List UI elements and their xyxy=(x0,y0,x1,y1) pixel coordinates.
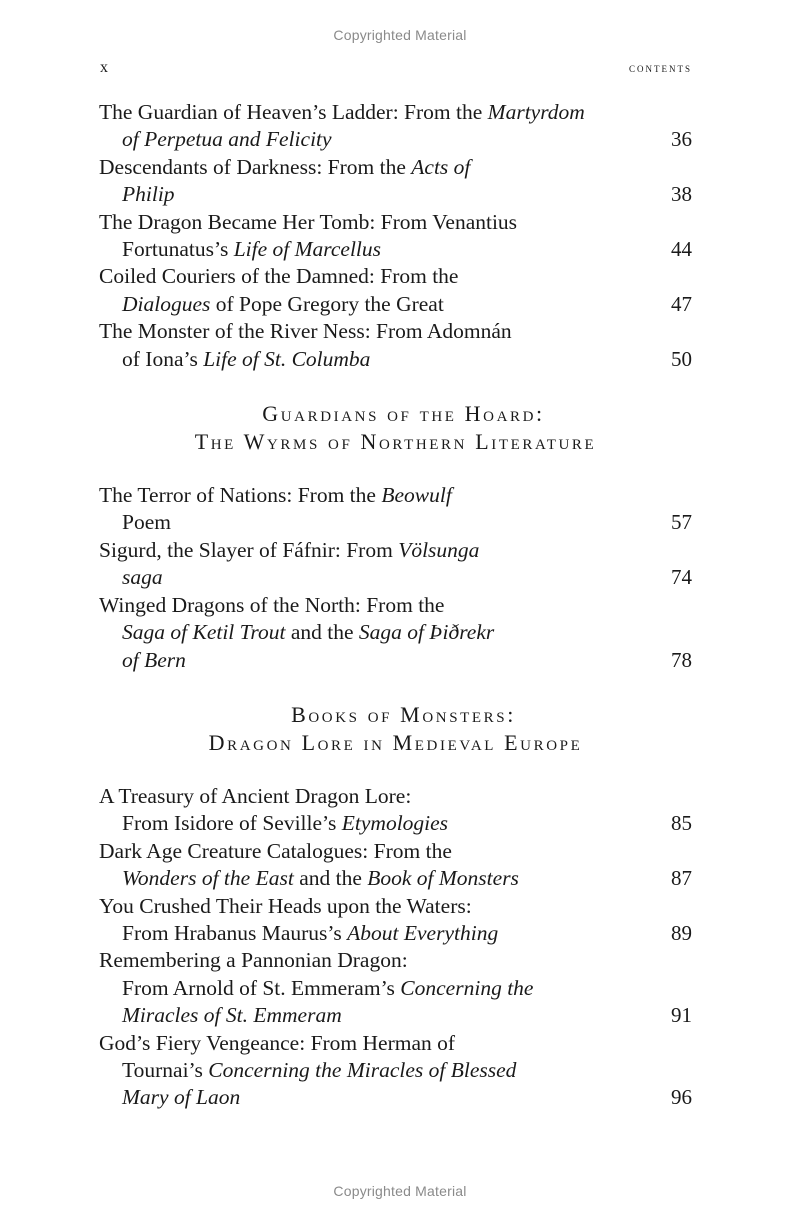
toc-entry-line xyxy=(99,263,644,290)
toc-entry-line xyxy=(99,99,644,126)
running-head xyxy=(100,59,692,79)
toc-entry-line xyxy=(99,619,644,646)
toc-entry-line xyxy=(99,975,644,1002)
title-italic: saga xyxy=(122,565,163,590)
toc-page-number: 91 xyxy=(671,1003,692,1028)
title-italic: Miracles of St. Emmeram xyxy=(122,1003,342,1028)
section-title: Books of Monsters: xyxy=(291,701,516,727)
toc-page-number: 78 xyxy=(671,647,692,672)
copyright-watermark-top: Copyrighted Material xyxy=(333,27,467,43)
title-text: Descendants of Darkness: From the xyxy=(99,154,412,179)
toc-page-number: 57 xyxy=(671,510,692,535)
toc-entry-line xyxy=(99,1057,644,1084)
title-italic: Concerning the Miracles of Blessed xyxy=(208,1057,517,1082)
toc-entry xyxy=(99,893,692,948)
toc-entry xyxy=(99,947,692,1029)
toc-entry-line xyxy=(99,509,644,536)
toc-entry-line xyxy=(99,838,644,865)
title-italic: About Everything xyxy=(347,920,499,945)
section-subtitle: The Wyrms of Northern Literature xyxy=(194,429,597,455)
toc-entry-line xyxy=(99,592,644,619)
toc-entry-line xyxy=(99,1002,644,1029)
toc-entry xyxy=(99,154,692,209)
title-text: The Guardian of Heaven’s Ladder: From the xyxy=(99,100,488,124)
toc-entry-line xyxy=(99,865,644,892)
toc-entry-line xyxy=(99,783,644,810)
toc-entry-line xyxy=(99,920,644,947)
running-title: contents xyxy=(629,60,692,75)
title-italic: of Bern xyxy=(122,647,186,672)
toc-page-number: 74 xyxy=(671,565,692,590)
title-text: Remembering a Pannonian Dragon: xyxy=(99,948,408,973)
title-italic: of Perpetua and Felicity xyxy=(122,127,332,152)
toc-entry-line xyxy=(99,154,644,181)
title-text: of Pope Gregory the Great xyxy=(210,291,444,316)
title-text: From Arnold of St. Emmeram’s xyxy=(122,975,401,1000)
title-italic: Etymologies xyxy=(341,811,449,836)
toc-entry-line xyxy=(99,236,644,263)
title-text: You Crushed Their Heads upon the Waters: xyxy=(99,893,472,918)
title-text: A Treasury of Ancient Dragon Lore: xyxy=(99,783,412,808)
title-italic: Acts of xyxy=(411,154,471,179)
toc-group xyxy=(99,99,692,373)
title-text: Tournai’s xyxy=(122,1057,209,1082)
toc-page-number: 89 xyxy=(671,920,692,945)
toc-group xyxy=(99,783,692,1112)
section-subtitle: Dragon Lore in Medieval Europe xyxy=(208,729,583,755)
toc-entry-line xyxy=(99,346,644,373)
title-text: Fortunatus’s xyxy=(122,237,234,262)
toc-entry-line xyxy=(99,1084,644,1111)
toc-entry-line xyxy=(99,893,644,920)
toc-page-number: 47 xyxy=(671,291,692,316)
toc-entry-line xyxy=(99,1030,644,1057)
title-italic: Life of St. Columba xyxy=(203,346,371,371)
title-italic: Beowulf xyxy=(381,483,452,508)
toc-entry-line xyxy=(99,537,644,564)
toc-entry xyxy=(99,592,692,674)
title-text: The Dragon Became Her Tomb: From Venantius xyxy=(99,209,518,234)
toc-entry xyxy=(99,1030,692,1112)
toc-entry xyxy=(99,482,692,537)
title-text: From Hrabanus Maurus’s xyxy=(122,920,348,945)
section-heading xyxy=(99,400,692,456)
title-text: The Monster of the River Ness: From Adomnán xyxy=(99,319,512,344)
toc-entry xyxy=(99,318,692,373)
toc-page-number: 85 xyxy=(671,811,692,836)
toc-entry xyxy=(99,99,692,154)
title-italic: Wonders of the East xyxy=(122,866,294,891)
title-italic: Völsunga xyxy=(398,537,480,562)
title-italic: Concerning the xyxy=(400,975,534,1000)
page-number: x xyxy=(100,59,108,76)
toc-entry-line xyxy=(99,181,644,208)
copyright-watermark-bottom: Copyrighted Material xyxy=(333,1183,467,1199)
title-text: Dark Age Creature Catalogues: From the xyxy=(99,838,452,863)
title-text: of Iona’s xyxy=(122,346,204,371)
title-italic: Saga of Þiðrekr xyxy=(358,620,495,645)
toc-entry xyxy=(99,783,692,838)
title-text: Sigurd, the Slayer of Fáfnir: From xyxy=(99,537,399,562)
title-text: The Terror of Nations: From the xyxy=(99,483,382,508)
toc-entry-line xyxy=(99,647,644,674)
toc-page-number: 50 xyxy=(671,346,692,371)
toc-group xyxy=(99,482,692,674)
title-text: From Isidore of Seville’s xyxy=(122,811,342,836)
title-text: Coiled Couriers of the Damned: From the xyxy=(99,264,459,289)
section-title: Guardians of the Hoard: xyxy=(262,401,545,427)
toc-entry-line xyxy=(99,291,644,318)
title-text: God’s Fiery Vengeance: From Herman of xyxy=(99,1030,456,1055)
toc-entry xyxy=(99,263,692,318)
title-italic: Mary of Laon xyxy=(122,1085,241,1110)
table-of-contents xyxy=(99,99,692,1112)
toc-entry-line xyxy=(99,947,644,974)
toc-entry-line xyxy=(99,564,644,591)
title-text: Poem xyxy=(122,510,171,535)
title-italic: Philip xyxy=(122,182,175,207)
toc-page-number: 38 xyxy=(671,182,692,207)
toc-entry-line xyxy=(99,482,644,509)
section-heading xyxy=(99,701,692,757)
title-text: and the xyxy=(293,866,368,891)
title-text: Winged Dragons of the North: From the xyxy=(99,592,445,617)
toc-entry xyxy=(99,209,692,264)
title-italic: Book of Monsters xyxy=(367,866,519,891)
title-text: and the xyxy=(285,620,359,645)
toc-page-number: 87 xyxy=(671,866,692,891)
toc-entry xyxy=(99,537,692,592)
title-italic: Dialogues xyxy=(122,291,211,316)
title-italic: Martyrdom xyxy=(487,100,585,124)
toc-page-number: 96 xyxy=(671,1085,692,1110)
toc-page-number: 36 xyxy=(671,127,692,152)
toc-page-number: 44 xyxy=(671,237,692,262)
toc-entry xyxy=(99,838,692,893)
toc-entry-line xyxy=(99,318,644,345)
toc-entry-line xyxy=(99,126,644,153)
toc-entry-line xyxy=(99,209,644,236)
toc-entry-line xyxy=(99,810,644,837)
title-italic: Life of Marcellus xyxy=(233,237,382,262)
title-italic: Saga of Ketil Trout xyxy=(122,620,286,645)
